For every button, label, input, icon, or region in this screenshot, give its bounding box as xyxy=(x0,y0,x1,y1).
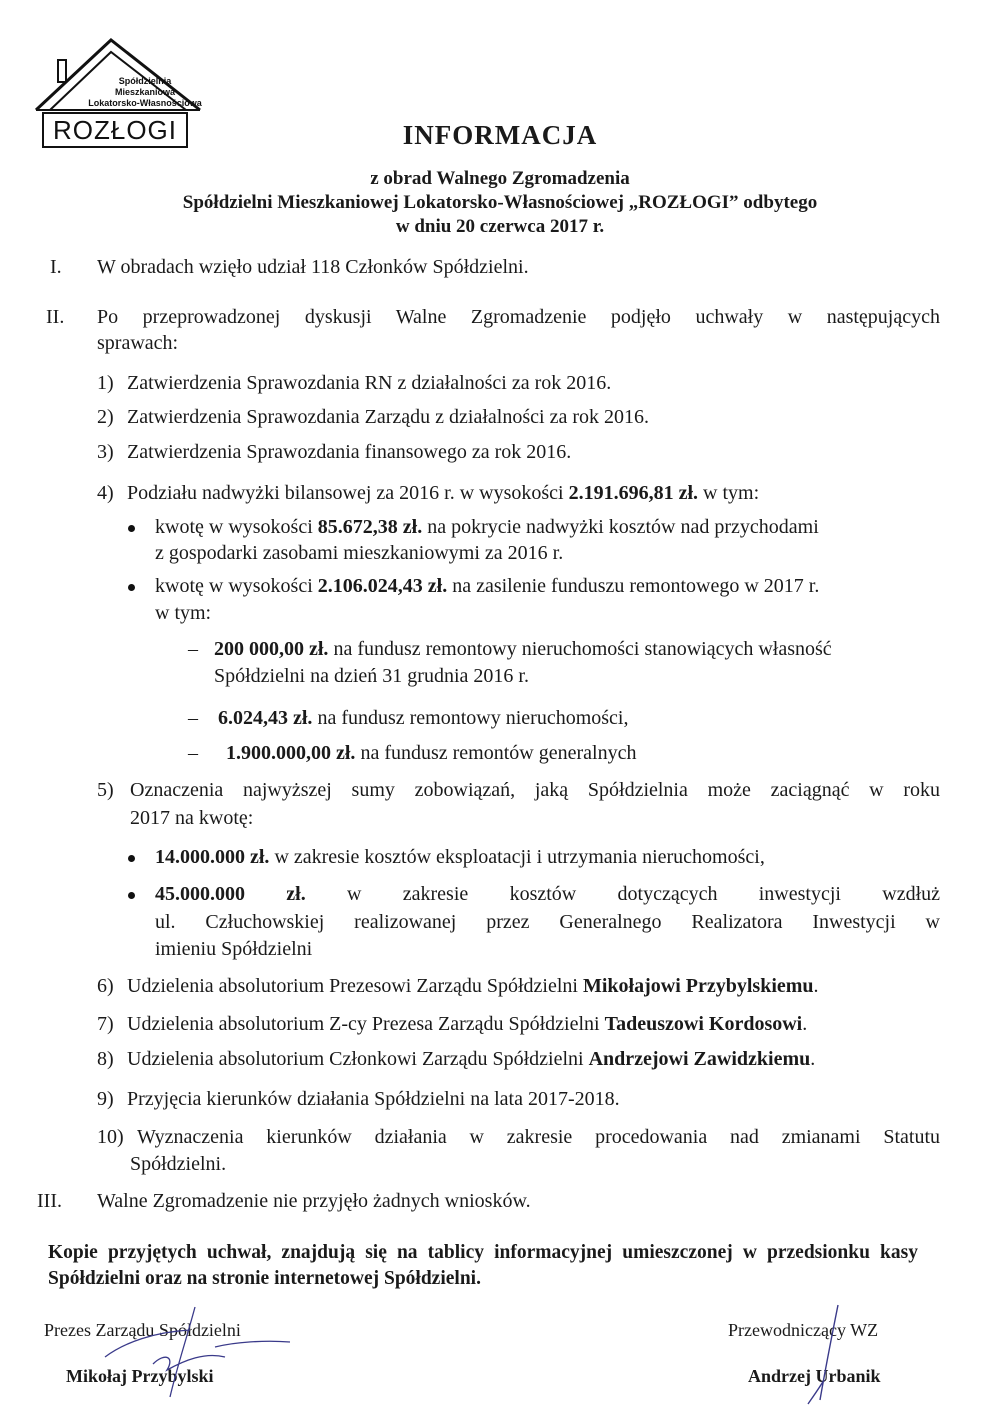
item-7-name: Tadeuszowi Kordosowi xyxy=(604,1013,803,1035)
item-1-number: 1) xyxy=(97,372,114,394)
bullet-icon xyxy=(128,584,135,591)
item-1-text: Zatwierdzenia Sprawozdania RN z działalności za rok 2016. xyxy=(127,372,612,394)
item-5-bullet-1: 14.000.000 zł. w zakresie kosztów eksploatacji i utrzymania nieruchomości, xyxy=(155,846,765,868)
item-4-amount: 2.191.696,81 zł. xyxy=(568,482,699,504)
item-10-line-2: Spółdzielni. xyxy=(130,1153,227,1175)
section-1-text: W obradach wzięło udział 118 Członków Spółdzielni. xyxy=(97,256,529,278)
right-signature-title: Przewodniczący WZ xyxy=(728,1320,879,1340)
item-8-name: Andrzejowi Zawidzkiemu xyxy=(588,1048,811,1070)
dash-icon: – xyxy=(188,638,198,660)
left-handwritten-signature xyxy=(95,1302,295,1402)
item-4-bullet-1-line-2: z gospodarki zasobami mieszkaniowymi za 2016 r. xyxy=(155,542,564,564)
item-4-bullet-2-line-1: kwotę w wysokości 2.106.024,43 zł. na zasilenie funduszu remontowego w 2017 r. xyxy=(155,575,820,597)
item-4-bullet-2-line-2: w tym: xyxy=(155,602,212,624)
logo-name: ROZŁOGI xyxy=(42,112,188,148)
item-5-bullet-2-line-2: ul. Człuchowskiej realizowanej przez Generalnego Realizatora Inwestycji w xyxy=(155,911,940,933)
item-5-bullet-1-amount: 14.000.000 zł. xyxy=(155,846,270,868)
item-4-dash-1-line-2: Spółdzielni na dzień 31 grudnia 2016 r. xyxy=(214,665,529,687)
item-2-text: Zatwierdzenia Sprawozdania Zarządu z działalności za rok 2016. xyxy=(127,406,649,428)
item-3-number: 3) xyxy=(97,441,114,463)
item-5-line-2: 2017 na kwotę: xyxy=(130,807,254,829)
item-5-number: 5) xyxy=(97,779,114,801)
section-1-number: I. xyxy=(50,256,62,278)
item-4-dash-2-amount: 6.024,43 zł. xyxy=(218,707,313,729)
item-4-dash-1-line-1: 200 000,00 zł. na fundusz remontowy nieruchomości stanowiących własność xyxy=(214,638,832,660)
item-10-number: 10) xyxy=(97,1126,124,1148)
item-5-line-1: Oznaczenia najwyższej sumy zobowiązań, jaką Spółdzielnia może zaciągnąć w roku xyxy=(130,779,940,801)
section-2-text-line-1: Po przeprowadzonej dyskusji Walne Zgromadzenie podjęło uchwały w następujących xyxy=(97,306,940,328)
item-4-dash-3: 1.900.000,00 zł. na fundusz remontów generalnych xyxy=(226,742,637,764)
item-7-number: 7) xyxy=(97,1013,114,1035)
item-8-number: 8) xyxy=(97,1048,114,1070)
right-signature-name: Andrzej Urbanik xyxy=(748,1366,881,1386)
section-2-text-line-2: sprawach: xyxy=(97,332,179,354)
item-8-text: Udzielenia absolutorium Członkowi Zarządu Spółdzielni Andrzejowi Zawidzkiemu. xyxy=(127,1048,816,1070)
item-4-dash-1-amount: 200 000,00 zł. xyxy=(214,638,329,660)
item-3-text: Zatwierdzenia Sprawozdania finansowego za rok 2016. xyxy=(127,441,572,463)
item-10-line-1: Wyznaczenia kierunków działania w zakresie procedowania nad zmianami Statutu xyxy=(137,1126,940,1148)
item-4-text: Podziału nadwyżki bilansowej za 2016 r. w wysokości 2.191.696,81 zł. w tym: xyxy=(127,482,760,504)
item-5-bullet-2-amount: 45.000.000 zł. xyxy=(155,883,306,905)
section-3-number: III. xyxy=(37,1190,62,1212)
item-4-dash-2: 6.024,43 zł. na fundusz remontowy nieruchomości, xyxy=(218,707,629,729)
left-signature-name: Mikołaj Przybylski xyxy=(66,1366,214,1386)
item-4-number: 4) xyxy=(97,482,114,504)
document-title: INFORMACJA xyxy=(402,120,598,150)
dash-icon: – xyxy=(188,707,198,729)
item-9-text: Przyjęcia kierunków działania Spółdzielni na lata 2017-2018. xyxy=(127,1088,620,1110)
left-signature-title: Prezes Zarządu Spółdzielni xyxy=(44,1320,241,1340)
bullet-icon xyxy=(128,855,135,862)
bullet-icon xyxy=(128,525,135,532)
item-4-bullet-1-line-1: kwotę w wysokości 85.672,38 zł. na pokrycie nadwyżki kosztów nad przychodami xyxy=(155,516,819,538)
item-6-text: Udzielenia absolutorium Prezesowi Zarządu Spółdzielni Mikołajowi Przybylskiemu. xyxy=(127,975,819,997)
item-4-bullet-1-amount: 85.672,38 zł. xyxy=(317,516,423,538)
logo-line-2: Mieszkaniowa xyxy=(114,87,176,97)
dash-icon: – xyxy=(188,742,198,764)
item-6-number: 6) xyxy=(97,975,114,997)
item-6-name: Mikołajowi Przybylskiemu xyxy=(582,975,814,997)
header-line-3: w dniu 20 czerwca 2017 r. xyxy=(395,216,605,237)
footer-note: Kopie przyjętych uchwał, znajdują się na tablicy informacyjnej umieszczonej w przedsionku kasy Spółdzielni oraz na stronie internetowej Spółdzielni. xyxy=(48,1242,918,1289)
item-2-number: 2) xyxy=(97,406,114,428)
logo-line-3: Lokatorsko-Własnościowa xyxy=(88,98,202,108)
right-handwritten-signature xyxy=(790,1300,860,1410)
logo-line-1: Spółdzielnia xyxy=(118,76,172,86)
header-line-1: z obrad Walnego Zgromadzenia xyxy=(370,168,630,189)
item-9-number: 9) xyxy=(97,1088,114,1110)
header-line-2: Spółdzielni Mieszkaniowej Lokatorsko-Własnościowej „ROZŁOGI” odbytego xyxy=(182,192,818,213)
item-5-bullet-2-line-1: 45.000.000 zł. w zakresie kosztów dotyczących inwestycji wzdłuż xyxy=(155,883,941,905)
bullet-icon xyxy=(128,892,135,899)
item-4-bullet-2-amount: 2.106.024,43 zł. xyxy=(317,575,448,597)
item-4-dash-3-amount: 1.900.000,00 zł. xyxy=(226,742,356,764)
item-7-text: Udzielenia absolutorium Z-cy Prezesa Zarządu Spółdzielni Tadeuszowi Kordosowi. xyxy=(127,1013,808,1035)
item-5-bullet-2-line-3: imieniu Spółdzielni xyxy=(155,938,313,960)
section-2-number: II. xyxy=(46,306,65,328)
section-3-text: Walne Zgromadzenie nie przyjęło żadnych wniosków. xyxy=(97,1190,531,1212)
